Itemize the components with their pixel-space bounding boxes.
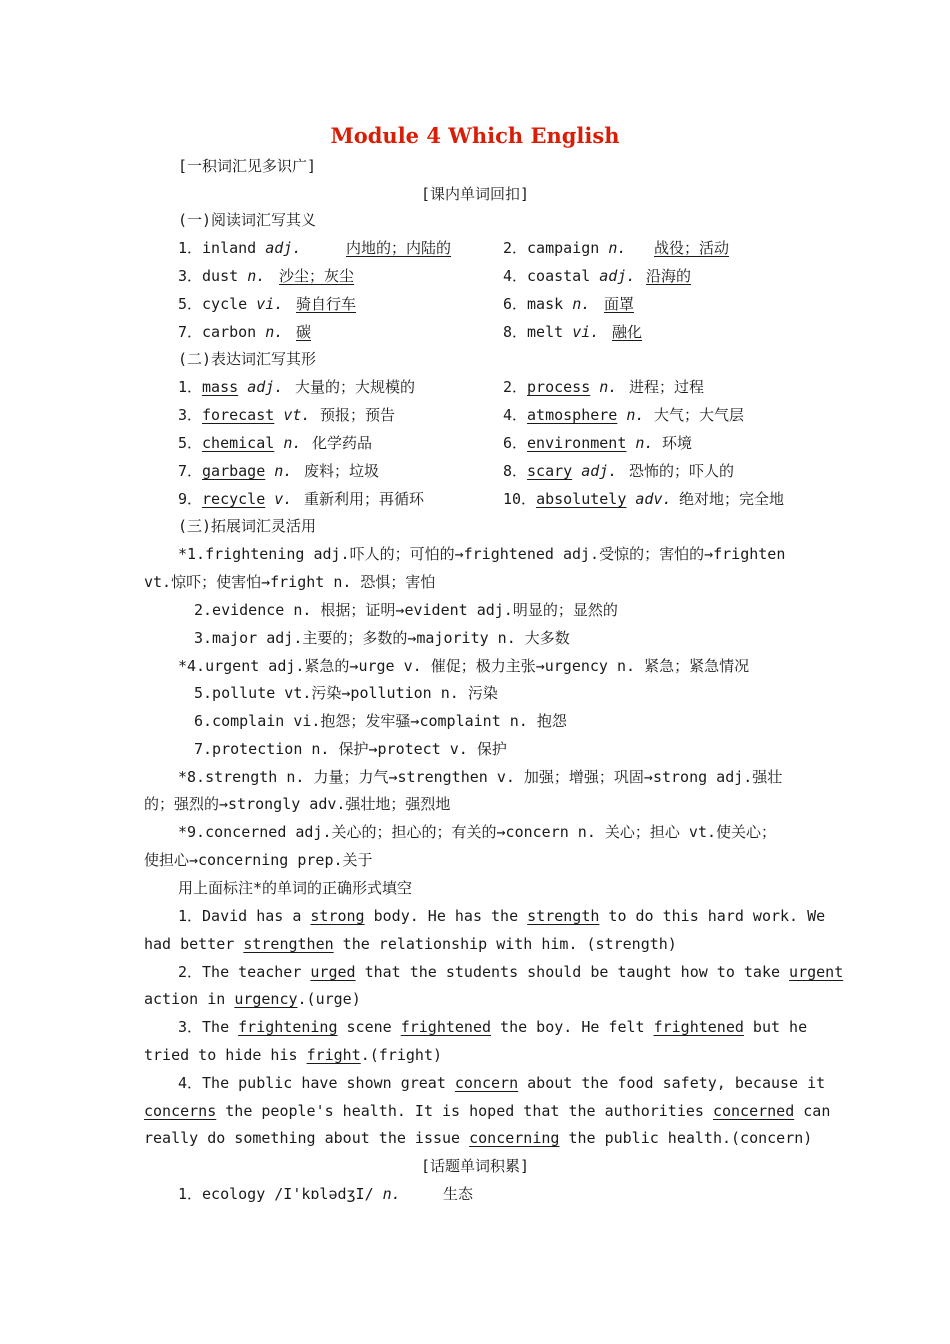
- page-title: Module 4 Which English: [330, 123, 620, 148]
- answer-text: 碳: [296, 323, 312, 341]
- list-item: 3．forecast vt.: [178, 406, 311, 424]
- definition-text: 大气；大气层: [654, 406, 745, 424]
- list-item: 9．recycle v.: [178, 490, 293, 508]
- answer-text: 沙尘；灰尘: [279, 267, 355, 285]
- list-item: 2．process n.: [503, 378, 618, 396]
- list-item: 7．carbon n.: [178, 323, 284, 341]
- answer-text: 融化: [612, 323, 643, 341]
- exercise-line: action in urgency.(urge): [144, 990, 361, 1008]
- list-item: 8．melt vi.: [503, 323, 600, 341]
- answer-text: 战役；活动: [654, 239, 730, 257]
- list-item: 8．scary adj.: [503, 462, 618, 480]
- list-item: 3.major adj.主要的；多数的→majority n. 大多数: [194, 629, 570, 647]
- subsection-review: [课内单词回扣]: [420, 185, 530, 203]
- exercise-line: really do something about the issue concerning the public health.(concern): [144, 1129, 813, 1147]
- definition-text: 绝对地；完全地: [679, 490, 785, 508]
- exercise-line: 1．David has a strong body. He has the strength to do this hard work. We: [178, 907, 826, 925]
- exercise-line: 3．The frightening scene frightened the boy. He felt frightened but he: [178, 1018, 808, 1036]
- list-item-cont: 使担心→concerning prep.关于: [144, 851, 373, 869]
- section-tag: [一积词汇见多识广]: [178, 157, 317, 175]
- list-item: 2.evidence n. 根据；证明→evident adj.明显的；显然的: [194, 601, 618, 619]
- definition-text: 生态: [443, 1185, 474, 1203]
- exercise-line: tried to hide his fright.(fright): [144, 1046, 443, 1064]
- subsection-topic: [话题单词积累]: [420, 1157, 530, 1175]
- list-item: 6．environment n.: [503, 434, 654, 452]
- list-item: 2．campaign n.: [503, 239, 627, 257]
- list-item: *4.urgent adj.紧急的→urge v. 催促；极力主张→urgency n. 紧急；紧急情况: [178, 657, 750, 675]
- list-item: 1．ecology /I'kɒlədʒI/ n.: [178, 1185, 401, 1203]
- exercise-line: 4．The public have shown great concern about the food safety, because it: [178, 1074, 826, 1092]
- answer-text: 内地的；内陆的: [346, 239, 452, 257]
- list-item: 1．inland adj.: [178, 239, 302, 257]
- fill-heading: 用上面标注*的单词的正确形式填空: [178, 879, 413, 897]
- list-item: 5．chemical n.: [178, 434, 302, 452]
- list-item-cont: vt.惊吓；使害怕→fright n. 恐惧；害怕: [144, 573, 436, 591]
- definition-text: 环境: [662, 434, 693, 452]
- definition-text: 重新利用；再循环: [304, 490, 425, 508]
- list-item: 7．garbage n.: [178, 462, 293, 480]
- list-item: 7.protection n. 保护→protect v. 保护: [194, 740, 507, 758]
- list-item: *1.frightening adj.吓人的；可怕的→frightened adj.受惊的；害怕的→frighten: [178, 545, 786, 563]
- list-item: *8.strength n. 力量；力气→strengthen v. 加强；增强；巩固→strong adj.强壮: [178, 768, 783, 786]
- exercise-line: had better strengthen the relationship with him. (strength): [144, 935, 677, 953]
- list-item: 5．cycle vi.: [178, 295, 284, 313]
- definition-text: 进程；过程: [629, 378, 705, 396]
- list-item: 4．coastal adj.: [503, 267, 636, 285]
- definition-text: 废料；垃圾: [304, 462, 380, 480]
- definition-text: 大量的；大规模的: [295, 378, 416, 396]
- list-item: 1．mass adj.: [178, 378, 284, 396]
- answer-text: 骑自行车: [296, 295, 357, 313]
- part2-heading: (二)表达词汇写其形: [178, 350, 317, 368]
- exercise-line: 2．The teacher urged that the students should be taught how to take urgent: [178, 963, 844, 981]
- list-item: 3．dust n.: [178, 267, 266, 285]
- definition-text: 恐怖的；吓人的: [629, 462, 735, 480]
- list-item: 5.pollute vt.污染→pollution n. 污染: [194, 684, 498, 702]
- list-item: 4．atmosphere n.: [503, 406, 645, 424]
- part3-heading: (三)拓展词汇灵活用: [178, 517, 317, 535]
- definition-text: 预报；预告: [320, 406, 396, 424]
- list-item: 6.complain vi.抱怨；发牢骚→complaint n. 抱怨: [194, 712, 567, 730]
- answer-text: 面罩: [604, 295, 635, 313]
- list-item-cont: 的；强烈的→strongly adv.强壮地；强烈地: [144, 795, 451, 813]
- answer-text: 沿海的: [646, 267, 692, 285]
- list-item: 10．absolutely adv.: [503, 490, 672, 508]
- list-item: 6．mask n.: [503, 295, 591, 313]
- list-item: *9.concerned adj.关心的；担心的；有关的→concern n. 关心；担心 vt.使关心；: [178, 823, 777, 841]
- exercise-line: concerns the people's health. It is hoped that the authorities concerned can: [144, 1102, 831, 1120]
- definition-text: 化学药品: [312, 434, 373, 452]
- part1-heading: (一)阅读词汇写其义: [178, 211, 317, 229]
